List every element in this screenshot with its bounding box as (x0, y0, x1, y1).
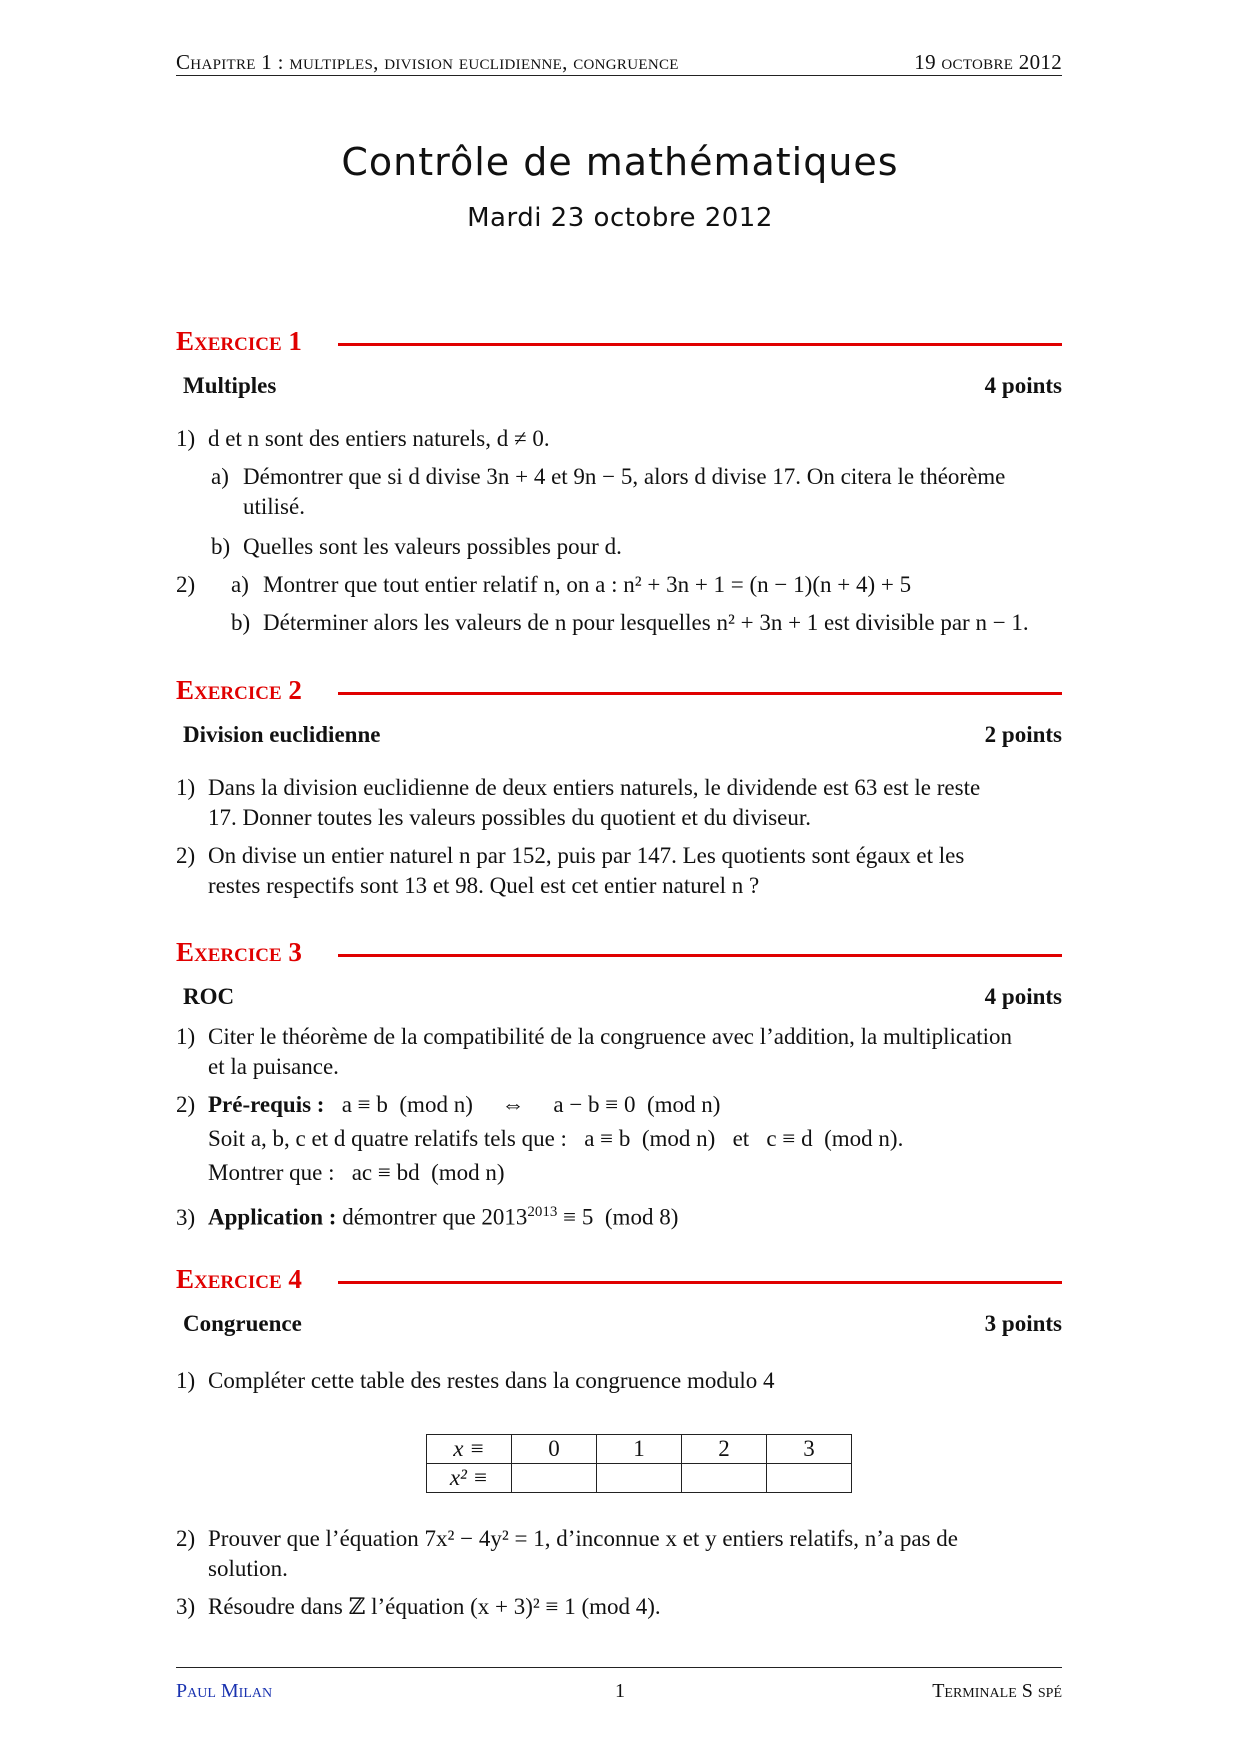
ex4-q1: 1) Compléter cette table des restes dans la congruence modulo 4 (176, 1368, 775, 1393)
remainder-table (426, 1434, 852, 1493)
exercise-3-points: 4 points (984, 984, 1062, 1009)
ex3-q2-line3: Montrer que : ac ≡ bd (mod n) (208, 1160, 505, 1185)
table-cell-empty (682, 1464, 767, 1493)
table-cell: 0 (512, 1435, 597, 1464)
table-cell: 1 (597, 1435, 682, 1464)
ex1-q1a: a) Démontrer que si d divise 3n + 4 et 9n − 5, alors d divise 17. On citera le théorème (211, 464, 1006, 489)
table-row (427, 1464, 852, 1493)
exercise-1-topic: Multiples (183, 373, 277, 398)
running-header-date: 19 octobre 2012 (914, 50, 1062, 74)
exercise-2-topic: Division euclidienne (183, 722, 381, 747)
exercise-2-rule (338, 692, 1062, 695)
exercise-1-heading: Exercice 1 (176, 326, 302, 356)
ex3-q2-line2: Soit a, b, c et d quatre relatifs tels que : a ≡ b (mod n) et c ≡ d (mod n). (208, 1126, 904, 1151)
exercise-3-topic: ROC (183, 984, 235, 1009)
ex1-q2a: a) Montrer que tout entier relatif n, on a : n² + 3n + 1 = (n − 1)(n + 4) + 5 (231, 572, 912, 597)
exercise-1-points: 4 points (984, 373, 1062, 398)
exercise-4-rule (338, 1281, 1062, 1284)
ex1-q2-num: 2) (176, 572, 196, 597)
table-head-x2: x² ≡ (427, 1464, 512, 1493)
header-rule (176, 75, 1062, 76)
ex4-q3: 3) Résoudre dans ℤ l’équation (x + 3)² ≡ 1 (mod 4). (176, 1594, 661, 1619)
ex2-q2-cont: restes respectifs sont 13 et 98. Quel est cet entier naturel n ? (208, 873, 760, 898)
ex2-q2: 2) On divise un entier naturel n par 152, puis par 147. Les quotients sont égaux et les (176, 843, 965, 868)
exercise-3-heading: Exercice 3 (176, 937, 302, 967)
ex1-q2b: b) Déterminer alors les valeurs de n pour lesquelles n² + 3n + 1 est divisible par n − 1. (231, 610, 1029, 635)
ex4-q2: 2) Prouver que l’équation 7x² − 4y² = 1, d’inconnue x et y entiers relatifs, n’a pas de (176, 1526, 958, 1551)
ex4-q2-cont: solution. (208, 1556, 288, 1581)
footer-page-number: 1 (615, 1680, 625, 1702)
ex3-q1-cont: et la puisance. (208, 1054, 339, 1079)
ex3-q3: 3) Application : démontrer que $2013^{2013} \equiv 5$ (mod 8) (176, 1204, 679, 1230)
exercise-4-topic: Congruence (183, 1311, 302, 1336)
ex2-q1: 1) Dans la division euclidienne de deux entiers naturels, le dividende est 63 est le reste (176, 775, 981, 800)
table-cell-empty (597, 1464, 682, 1493)
ex3-q2: 2) Pré-requis : a ≡ b (mod n) ⇔ a − b ≡ 0 (mod n) (176, 1092, 721, 1117)
exercise-4-heading: Exercice 4 (176, 1264, 302, 1294)
exercise-2-heading: Exercice 2 (176, 675, 302, 705)
table-row (427, 1435, 852, 1464)
exercise-1-rule (338, 343, 1062, 346)
ex1-q1: 1) d et n sont des entiers naturels, d ≠ 0. (176, 426, 550, 451)
table-cell-empty (767, 1464, 852, 1493)
exercise-2-points: 2 points (984, 722, 1062, 747)
table-cell: 3 (767, 1435, 852, 1464)
table-head-x: x ≡ (427, 1435, 512, 1464)
ex1-q1b: b) Quelles sont les valeurs possibles pour d. (211, 534, 622, 559)
footer-class: Terminale S spé (932, 1680, 1062, 1702)
footer-author: Paul Milan (176, 1680, 273, 1702)
exercise-3-rule (338, 954, 1062, 957)
page-subtitle: Mardi 23 octobre 2012 (467, 203, 773, 233)
ex1-q1a-cont: utilisé. (243, 494, 305, 519)
table-cell-empty (512, 1464, 597, 1493)
exercise-4-points: 3 points (984, 1311, 1062, 1336)
table-cell: 2 (682, 1435, 767, 1464)
page-title: Contrôle de mathématiques (341, 140, 899, 184)
ex3-q1: 1) Citer le théorème de la compatibilité de la congruence avec l’addition, la multiplication (176, 1024, 1013, 1049)
running-header-chapter: Chapitre 1 : multiples, division euclidienne, congruence (176, 50, 679, 74)
footer-rule (176, 1667, 1062, 1668)
ex2-q1-cont: 17. Donner toutes les valeurs possibles du quotient et du diviseur. (208, 805, 812, 830)
